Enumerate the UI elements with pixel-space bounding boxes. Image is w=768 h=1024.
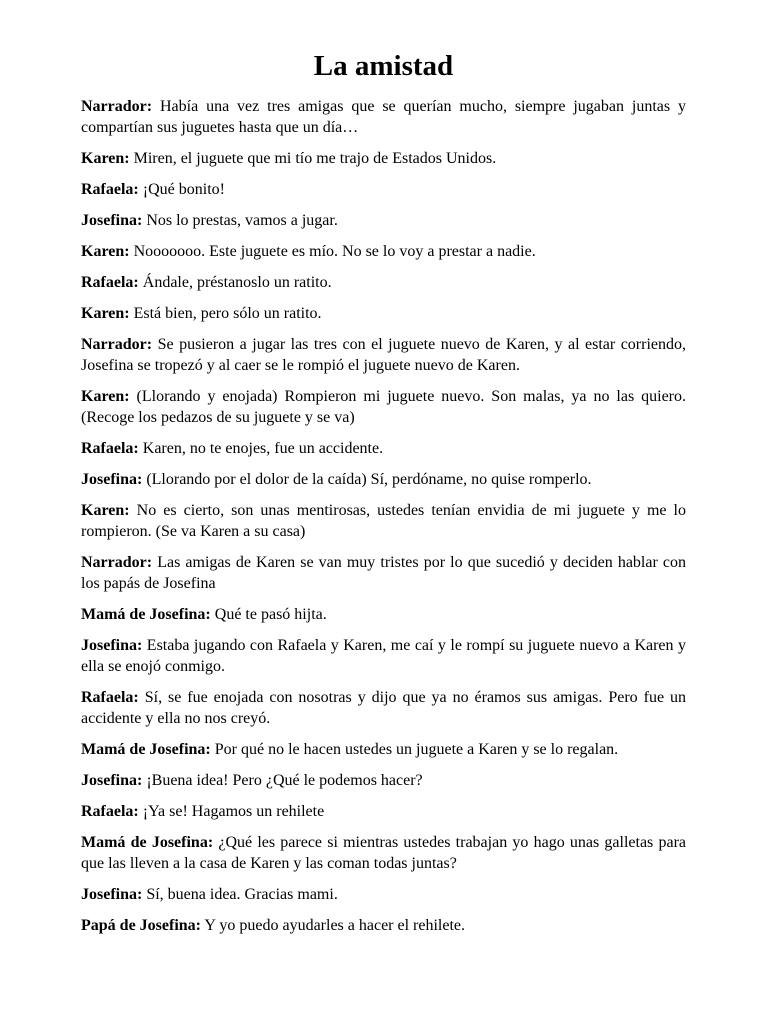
dialogue-line [81, 832, 686, 874]
line-text: Está bien, pero sólo un ratito. [133, 305, 322, 322]
dialogue-line [81, 386, 686, 428]
speaker-name: Narrador: [81, 98, 153, 115]
dialogue-line [81, 739, 686, 760]
speaker-name: Rafaela: [81, 181, 139, 198]
line-text: Qué te pasó hijta. [214, 606, 327, 623]
speaker-name: Karen: [81, 388, 130, 405]
speaker-name: Josefina: [81, 471, 143, 488]
line-text: Estaba jugando con Rafaela y Karen, me caí y le rompí su juguete nuevo a Karen y ella se enojó conmigo. [81, 637, 686, 675]
speaker-name: Mamá de Josefina: [81, 834, 214, 851]
speaker-name: Karen: [81, 502, 130, 519]
dialogue-line [81, 552, 686, 594]
dialogue-line [81, 96, 686, 138]
speaker-name: Mamá de Josefina: [81, 606, 211, 623]
dialogue-line [81, 500, 686, 542]
page-title: La amistad [313, 50, 454, 82]
dialogue-line [81, 303, 686, 324]
line-text: (Llorando por el dolor de la caída) Sí, perdóname, no quise romperlo. [146, 471, 592, 488]
line-text: Ándale, préstanoslo un ratito. [142, 274, 332, 291]
line-text: Karen, no te enojes, fue un accidente. [142, 440, 384, 457]
line-text: No es cierto, son unas mentirosas, ustedes tenían envidia de mi juguete y me lo rompieron. (Se va Karen a su casa) [81, 502, 687, 540]
speaker-name: Narrador: [81, 554, 153, 571]
speaker-name: Papá de Josefina: [81, 917, 201, 934]
line-text: (Llorando y enojada) Rompieron mi juguete nuevo. Son malas, ya no las quiero. (Recoge los pedazos de su juguete y se va) [81, 388, 686, 426]
dialogue-line [81, 148, 686, 169]
dialogue-line [81, 687, 686, 729]
dialogue-line [81, 801, 686, 822]
line-text: Había una vez tres amigas que se querían mucho, siempre jugaban juntas y compartían sus juguetes hasta que un día… [81, 98, 686, 136]
speaker-name: Narrador: [81, 336, 153, 353]
dialogue-line [81, 469, 686, 490]
dialogue-line [81, 915, 686, 936]
speaker-name: Rafaela: [81, 803, 139, 820]
dialogue-line [81, 604, 686, 625]
line-text: ¡Qué bonito! [142, 181, 225, 198]
dialogue-line [81, 241, 686, 262]
speaker-name: Josefina: [81, 637, 143, 654]
line-text: ¿Qué les parece si mientras ustedes trabajan yo hago unas galletas para que las lleven a la casa de Karen y las coman todas juntas? [81, 834, 687, 872]
dialogue-line [81, 334, 686, 376]
line-text: Sí, buena idea. Gracias mami. [146, 886, 338, 903]
dialogue-line [81, 438, 686, 459]
speaker-name: Rafaela: [81, 274, 139, 291]
speaker-name: Karen: [81, 243, 130, 260]
speaker-name: Karen: [81, 150, 130, 167]
line-text: Las amigas de Karen se van muy tristes por lo que sucedió y deciden hablar con los papás de Josefina [81, 554, 687, 592]
speaker-name: Karen: [81, 305, 130, 322]
line-text: Nooooooo. Este juguete es mío. No se lo voy a prestar a nadie. [133, 243, 536, 260]
line-text: Miren, el juguete que mi tío me trajo de Estados Unidos. [133, 150, 497, 167]
speaker-name: Josefina: [81, 886, 143, 903]
speaker-name: Mamá de Josefina: [81, 741, 211, 758]
speaker-name: Josefina: [81, 212, 143, 229]
dialogue-line [81, 210, 686, 231]
line-text: Se pusieron a jugar las tres con el juguete nuevo de Karen, y al estar corriendo, Josefina se tropezó y al caer se le rompió el juguete nuevo de Karen. [81, 336, 687, 374]
line-text: ¡Buena idea! Pero ¿Qué le podemos hacer? [146, 772, 423, 789]
dialogue-line [81, 635, 686, 677]
line-text: Nos lo prestas, vamos a jugar. [146, 212, 338, 229]
dialogue-line [81, 884, 686, 905]
line-text: ¡Ya se! Hagamos un rehilete [142, 803, 325, 820]
speaker-name: Rafaela: [81, 689, 139, 706]
line-text: Por qué no le hacen ustedes un juguete a Karen y se lo regalan. [214, 741, 619, 758]
dialogue-line [81, 272, 686, 293]
speaker-name: Rafaela: [81, 440, 139, 457]
line-text: Y yo puedo ayudarles a hacer el rehilete. [204, 917, 466, 934]
speaker-name: Josefina: [81, 772, 143, 789]
line-text: Sí, se fue enojada con nosotras y dijo que ya no éramos sus amigas. Pero fue un accidente y ella no nos creyó. [81, 689, 687, 727]
dialogue-line [81, 770, 686, 791]
dialogue-line [81, 179, 686, 200]
dialogue [81, 96, 686, 936]
